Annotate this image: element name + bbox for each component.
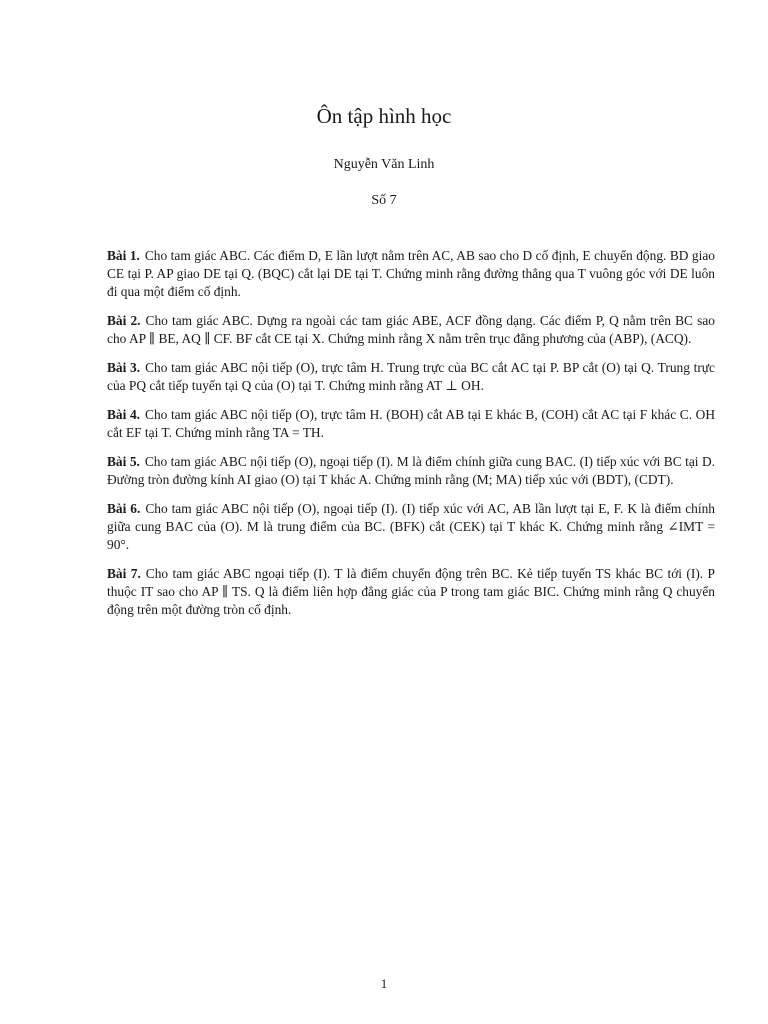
problem-label: Bài 1. — [107, 248, 140, 263]
problem-label: Bài 3. — [107, 360, 141, 375]
problem-1 — [107, 247, 715, 301]
page-number: 1 — [380, 976, 388, 991]
document-issue: Số 7 — [371, 193, 397, 208]
problem-5 — [107, 453, 715, 489]
problem-4 — [107, 406, 715, 442]
problem-6 — [107, 500, 715, 554]
problem-label: Bài 6. — [107, 501, 141, 516]
problem-text: Cho tam giác ABC. Dựng ra ngoài các tam giác ABE, ACF đồng dạng. Các điểm P, Q nằm trên BC sao cho AP ∥ BE, AQ ∥ CF. BF cắt CE tại X. Chứng minh rằng X nằm trên trục đẳng phương của (ABP), (ACQ). — [107, 313, 715, 346]
problem-text: Cho tam giác ABC nội tiếp (O), trực tâm H. (BOH) cắt AB tại E khác B, (COH) cắt AC tại F khác C. OH cắt EF tại T. Chứng minh rằng TA = TH. — [107, 407, 715, 440]
problem-7 — [107, 565, 715, 619]
document-title: Ôn tập hình học — [316, 104, 452, 128]
problem-text: Cho tam giác ABC. Các điểm D, E lần lượt nằm trên AC, AB sao cho D cố định, E chuyển động. BD giao CE tại P. AP giao DE tại Q. (BQC) cắt lại DE tại T. Chứng minh rằng đường thẳng qua T vuông góc với DE luôn đi qua một điểm cố định. — [107, 248, 715, 299]
problem-text: Cho tam giác ABC ngoại tiếp (I). T là điểm chuyển động trên BC. Kẻ tiếp tuyến TS khác BC tới (I). P thuộc IT sao cho AP ∥ TS. Q là điểm liên hợp đẳng giác của P trong tam giác BIC. Chứng minh rằng Q chuyển động trên một đường tròn cố định. — [107, 566, 715, 617]
problem-list — [107, 247, 715, 630]
problem-3 — [107, 359, 715, 395]
problem-label: Bài 2. — [107, 313, 141, 328]
problem-label: Bài 4. — [107, 407, 141, 422]
problem-text: Cho tam giác ABC nội tiếp (O), ngoại tiếp (I). M là điểm chính giữa cung BAC. (I) tiếp xúc với BC tại D. Đường tròn đường kính AI giao (O) tại T khác A. Chứng minh rằng (M; MA) tiếp xúc với (BDT), (CDT). — [107, 454, 715, 487]
problem-2 — [107, 312, 715, 348]
problem-text: Cho tam giác ABC nội tiếp (O), ngoại tiếp (I). (I) tiếp xúc với AC, AB lần lượt tại E, F. K là điểm chính giữa cung BAC của (O). M là trung điểm của BC. (BFK) cắt (CEK) tại T khác K. Chứng minh rằng ∠IMT = 90°. — [107, 501, 715, 552]
problem-label: Bài 7. — [107, 566, 141, 581]
document-author: Nguyễn Văn Linh — [333, 157, 435, 172]
problem-label: Bài 5. — [107, 454, 140, 469]
problem-text: Cho tam giác ABC nội tiếp (O), trực tâm H. Trung trực của BC cắt AC tại P. BP cắt (O) tại Q. Trung trực của PQ cắt tiếp tuyến tại Q của (O) tại T. Chứng minh rằng AT ⊥ OH. — [107, 360, 715, 393]
